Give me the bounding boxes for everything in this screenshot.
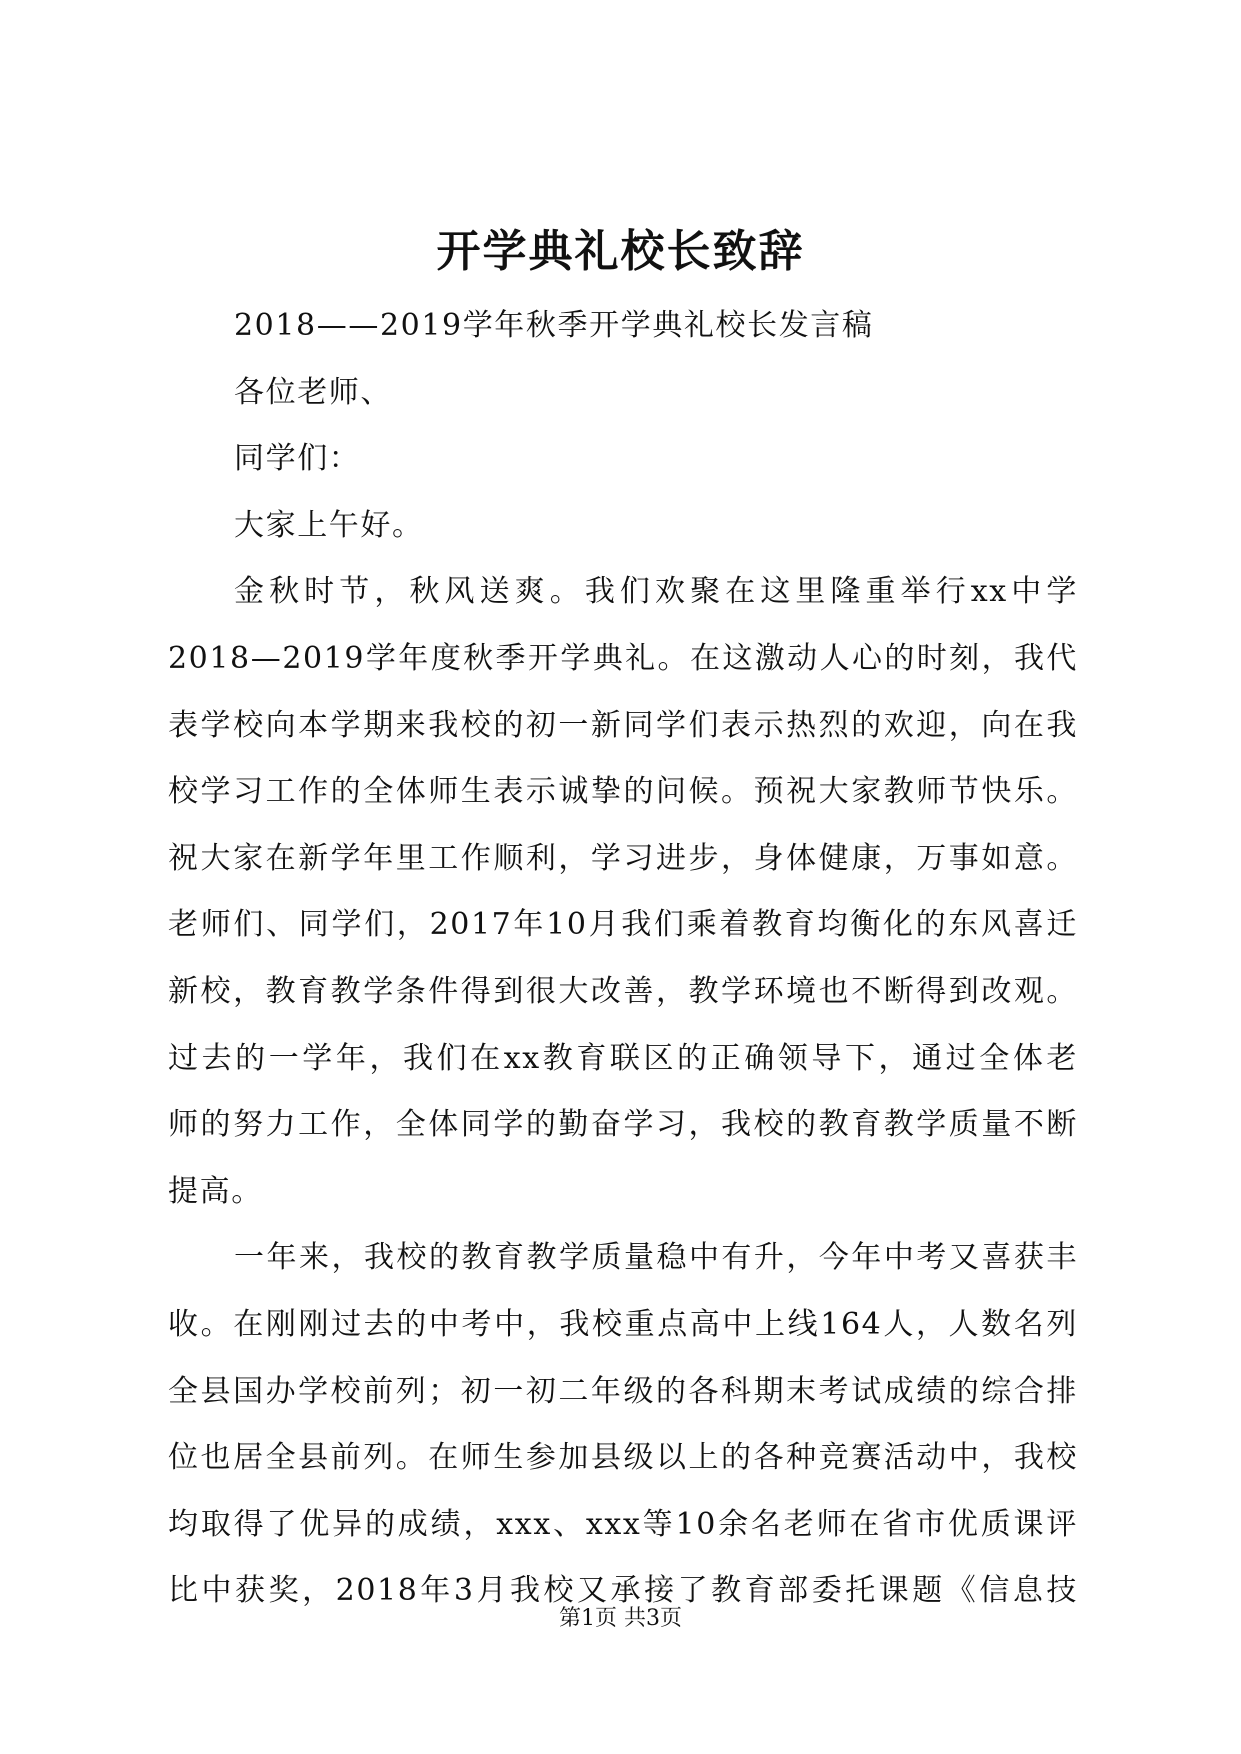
text-line: 老师们、同学们，2017年10月我们乘着教育均衡化的东风喜迁	[168, 907, 1078, 943]
text-line: 提高。	[168, 1173, 263, 1209]
text-line: 新校，教育教学条件得到很大改善，教学环境也不断得到改观。	[168, 973, 1078, 1009]
text-line: 过去的一学年，我们在xx教育联区的正确领导下，通过全体老	[168, 1040, 1078, 1076]
document-title: 开学典礼校长致辞	[436, 226, 805, 277]
text-line: 金秋时节，秋风送爽。我们欢聚在这里隆重举行xx中学	[234, 574, 1078, 610]
text-line: 位也居全县前列。在师生参加县级以上的各种竞赛活动中，我校	[168, 1440, 1078, 1476]
text-line: 比中获奖，2018年3月我校又承接了教育部委托课题《信息技	[168, 1573, 1078, 1609]
text-line: 收。在刚刚过去的中考中，我校重点高中上线164人，人数名列	[168, 1306, 1078, 1342]
text-line: 2018—2019学年度秋季开学典礼。在这激动人心的时刻，我代	[168, 640, 1078, 676]
text-line: 全县国办学校前列；初一初二年级的各科期末考试成绩的综合排	[168, 1373, 1078, 1409]
text-line: 一年来，我校的教育教学质量稳中有升，今年中考又喜获丰	[234, 1240, 1078, 1276]
text-line: 师的努力工作，全体同学的勤奋学习，我校的教育教学质量不断	[168, 1107, 1078, 1143]
text-line: 2018——2019学年秋季开学典礼校长发言稿	[234, 308, 874, 343]
text-line: 表学校向本学期来我校的初一新同学们表示热烈的欢迎，向在我	[168, 707, 1078, 743]
text-line: 大家上午好。	[234, 507, 424, 543]
text-line: 校学习工作的全体师生表示诚挚的问候。预祝大家教师节快乐。	[168, 774, 1078, 810]
text-line: 同学们：	[234, 441, 361, 477]
text-line: 祝大家在新学年里工作顺利，学习进步，身体健康，万事如意。	[168, 840, 1078, 876]
document-body	[168, 293, 1078, 1625]
text-line: 均取得了优异的成绩，xxx、xxx等10余名老师在省市优质课评	[168, 1506, 1078, 1542]
text-line: 各位老师、	[234, 374, 392, 410]
page-footer: 第1页 共3页	[559, 1606, 682, 1631]
